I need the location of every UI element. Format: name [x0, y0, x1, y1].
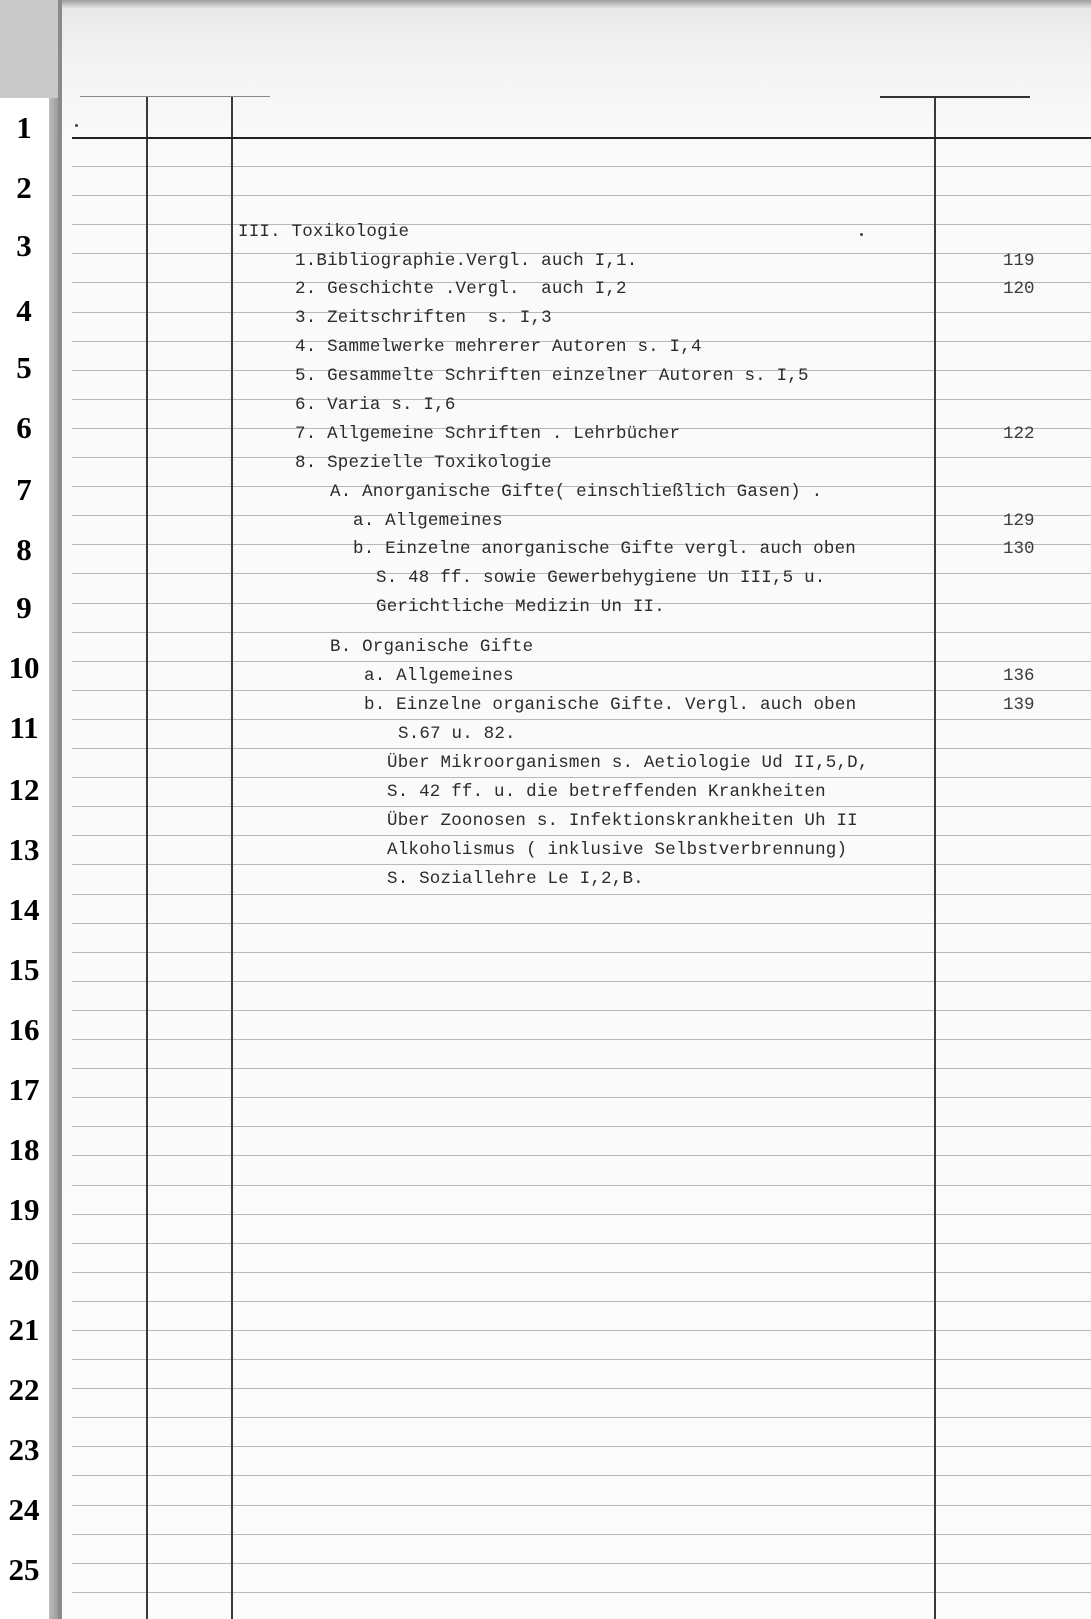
ruled-line: [72, 515, 1091, 516]
row-number: 1: [16, 110, 32, 145]
ruled-line: [72, 777, 1091, 778]
toc-subentry: b. Einzelne anorganische Gifte vergl. auch oben: [353, 539, 856, 559]
page-number: 119: [1003, 251, 1035, 271]
ruled-line: [72, 399, 1091, 400]
toc-note: Alkoholismus ( inklusive Selbstverbrennung): [387, 840, 848, 860]
row-number: 25: [8, 1552, 40, 1587]
ruled-line: [72, 312, 1091, 313]
ruled-line: [72, 224, 1091, 225]
row-number: 6: [16, 410, 32, 445]
row-number: 16: [8, 1012, 40, 1047]
ruled-line: [72, 1243, 1091, 1244]
toc-note: Über Mikroorganismen s. Aetiologie Ud II,5,D,: [387, 753, 869, 773]
ruled-line: [72, 1475, 1091, 1476]
toc-entry: 8. Spezielle Toxikologie: [295, 453, 552, 473]
toc-continuation: S. 48 ff. sowie Gewerbehygiene Un III,5 u.: [376, 568, 826, 588]
toc-entry: 7. Allgemeine Schriften . Lehrbücher: [295, 424, 681, 444]
ruled-line: [72, 806, 1091, 807]
row-number: 12: [8, 772, 40, 807]
ruled-line: [72, 981, 1091, 982]
toc-entry: 5. Gesammelte Schriften einzelner Autoren s. I,5: [295, 366, 809, 386]
row-number: 10: [8, 650, 40, 685]
ruled-line: [72, 1185, 1091, 1186]
toc-subentry: a. Allgemeines: [353, 511, 503, 531]
column-divider-2: [231, 96, 233, 1619]
ruled-line: [72, 690, 1091, 691]
row-number: 18: [8, 1132, 40, 1167]
paper-sheet: [58, 0, 1091, 1619]
top-rule-right: [880, 96, 1030, 98]
ruled-line: [72, 1010, 1091, 1011]
toc-subentry: b. Einzelne organische Gifte. Vergl. auch oben: [364, 695, 857, 715]
ruled-line: [72, 661, 1091, 662]
ruled-line: [72, 1330, 1091, 1331]
ruled-line: [72, 1417, 1091, 1418]
page-number: 136: [1003, 666, 1035, 686]
toc-note: Über Zoonosen s. Infektionskrankheiten Uh II: [387, 811, 858, 831]
margin-mark: [860, 233, 863, 236]
toc-note: S. Soziallehre Le I,2,B.: [387, 869, 644, 889]
ruled-line: [72, 1272, 1091, 1273]
toc-entry: 3. Zeitschriften s. I,3: [295, 308, 552, 328]
ruled-line: [72, 632, 1091, 633]
row-number: 13: [8, 832, 40, 867]
page-number: 122: [1003, 424, 1035, 444]
toc-note: S. 42 ff. u. die betreffenden Krankheiten: [387, 782, 826, 802]
ruled-line: [72, 1097, 1091, 1098]
ruled-line: [72, 1155, 1091, 1156]
gutter-edge: [49, 98, 58, 1619]
ruled-line: [72, 1505, 1091, 1506]
ruled-line: [72, 195, 1091, 196]
ruled-line: [72, 1563, 1091, 1564]
ruled-line: [72, 1534, 1091, 1535]
row-number: 21: [8, 1312, 40, 1347]
section-heading: III. Toxikologie: [238, 222, 410, 242]
ruled-line: [72, 1126, 1091, 1127]
ruled-line: [72, 1039, 1091, 1040]
row-number: 11: [9, 710, 39, 745]
row-number: 24: [8, 1492, 40, 1527]
ruled-line: [72, 1592, 1091, 1593]
toc-continuation: Gerichtliche Medizin Un II.: [376, 597, 665, 617]
row-number: 9: [16, 590, 32, 625]
row-number: 5: [16, 350, 32, 385]
column-divider-1: [146, 96, 148, 1619]
ruled-line: [72, 1068, 1091, 1069]
page-number: 130: [1003, 539, 1035, 559]
row-number: 2: [16, 170, 32, 205]
toc-entry: 4. Sammelwerke mehrerer Autoren s. I,4: [295, 337, 702, 357]
ruled-line: [72, 457, 1091, 458]
row-number: 19: [8, 1192, 40, 1227]
row-number: 8: [16, 532, 32, 567]
row-number: 7: [16, 472, 32, 507]
ruled-line: [72, 894, 1091, 895]
ruled-line: [72, 1446, 1091, 1447]
top-rule-left: [80, 96, 270, 97]
gutter-header: [0, 0, 58, 98]
row-number: 15: [8, 952, 40, 987]
ruled-line: [72, 748, 1091, 749]
toc-entry: 1.Bibliographie.Vergl. auch I,1.: [295, 251, 638, 271]
ruled-line: [72, 166, 1091, 167]
page-number: 120: [1003, 279, 1035, 299]
ruled-line: [72, 1388, 1091, 1389]
margin-mark: [75, 124, 78, 127]
paper-left-edge: [58, 0, 62, 1619]
ruled-line: [72, 1301, 1091, 1302]
row-number: 22: [8, 1372, 40, 1407]
toc-subentry: a. Allgemeines: [364, 666, 514, 686]
row-number: 17: [8, 1072, 40, 1107]
toc-subentry: B. Organische Gifte: [330, 637, 534, 657]
ruled-line: [72, 719, 1091, 720]
toc-entry: 2. Geschichte .Vergl. auch I,2: [295, 279, 627, 299]
toc-subentry: A. Anorganische Gifte( einschließlich Gasen) .: [330, 482, 823, 502]
row-number: 4: [16, 293, 32, 328]
row-number: 20: [8, 1252, 40, 1287]
ruled-line: [72, 1359, 1091, 1360]
column-divider-3: [934, 96, 936, 1619]
page-number: 129: [1003, 511, 1035, 531]
toc-entry: 6. Varia s. I,6: [295, 395, 456, 415]
ruled-line: [72, 864, 1091, 865]
ruled-line: [72, 1214, 1091, 1215]
row-number: 23: [8, 1432, 40, 1467]
ruled-line: [72, 952, 1091, 953]
toc-continuation: S.67 u. 82.: [398, 724, 516, 744]
row-number: 14: [8, 892, 40, 927]
header-rule: [72, 137, 1091, 139]
ruled-line: [72, 835, 1091, 836]
page-number: 139: [1003, 695, 1035, 715]
row-number: 3: [16, 228, 32, 263]
paper-top-edge: [58, 0, 1091, 8]
ruled-line: [72, 923, 1091, 924]
